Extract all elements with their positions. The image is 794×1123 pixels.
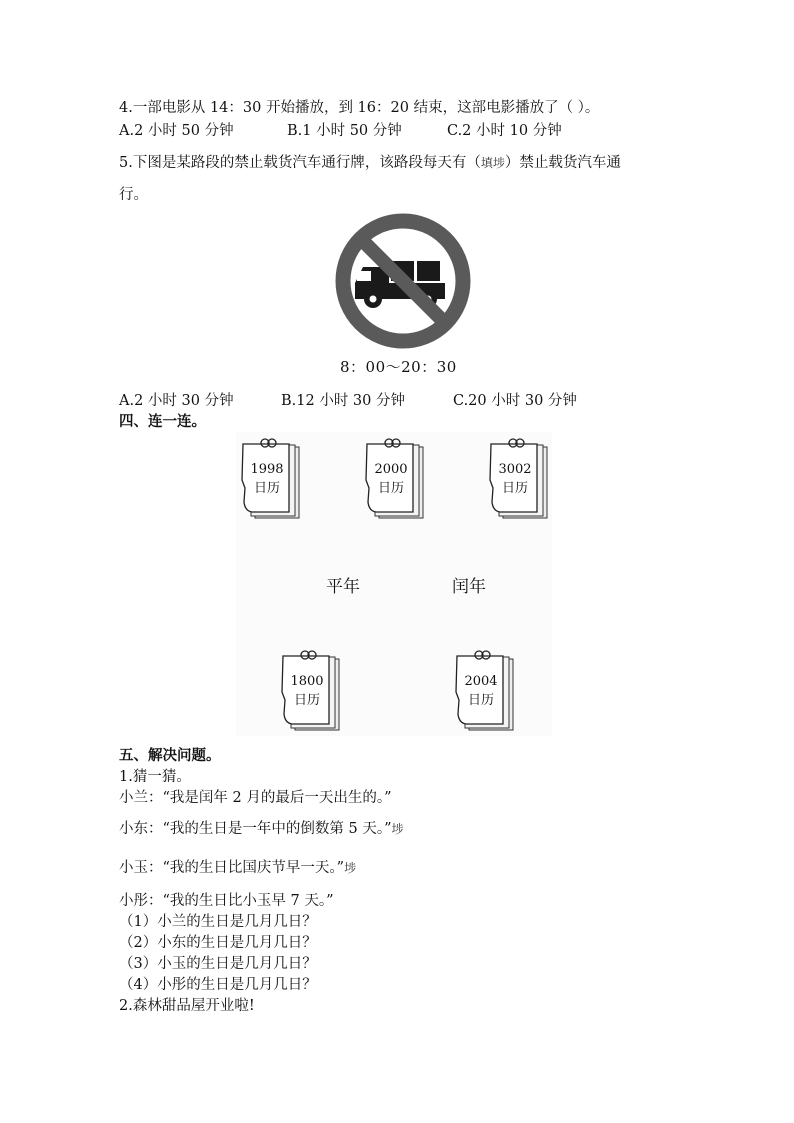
calendar-label: 日历 — [467, 693, 494, 708]
statement-mark: 埗 — [391, 822, 404, 836]
statement-text: 小玉：“我的生日比国庆节早一天。” — [119, 860, 345, 876]
no-trucks-sign — [333, 211, 473, 351]
question-2: （2）小东的生日是几月几日？ — [119, 935, 317, 951]
calendar-label: 日历 — [501, 481, 528, 496]
calendar-label: 日历 — [377, 481, 404, 496]
statement-xiaotong — [119, 889, 334, 910]
q5-text-line2: 行。 — [119, 187, 148, 203]
question-1: （1）小兰的生日是几月几日？ — [119, 914, 317, 930]
p2-title: 2.森林甜品屋开业啦! — [119, 998, 255, 1014]
no-trucks-sign-icon — [333, 211, 473, 351]
q5-text-start: 5.下图是某路段的禁止载货汽车通行牌，该路段每天有（ — [119, 155, 481, 171]
question-4: （4）小彤的生日是几月几日？ — [119, 977, 317, 993]
question-3: （3）小玉的生日是几月几日？ — [119, 956, 317, 972]
section5-heading: 五、解决问题。 — [119, 747, 221, 764]
calendar-label: 日历 — [293, 693, 320, 708]
leap-year-label: 闰年 — [452, 577, 486, 597]
q5-option-a: A.2 小时 30 分钟 — [119, 393, 234, 409]
q5-option-b: B.12 小时 30 分钟 — [281, 393, 405, 409]
calendar-2004 — [452, 650, 516, 734]
q5-text-end: ）禁止载货汽车通 — [504, 155, 621, 171]
calendar-label: 日历 — [253, 481, 280, 496]
calendar-1800 — [278, 650, 342, 734]
q4-option-c: C.2 小时 10 分钟 — [447, 123, 562, 139]
calendar-year: 2004 — [464, 674, 498, 689]
p1-title: 1.猜一猜。 — [119, 769, 191, 785]
common-year-label: 平年 — [326, 577, 360, 597]
q5-text-line1 — [119, 151, 621, 172]
statement-mark: 埗 — [344, 861, 357, 875]
calendar-year: 1800 — [290, 674, 324, 689]
statement-text: 小兰：“我是闰年 2 月的最后一天出生的。” — [119, 790, 392, 806]
q4-text: 4.一部电影从 14：30 开始播放，到 16：20 结束，这部电影播放了（ ）。 — [119, 100, 600, 116]
calendar-year: 2000 — [374, 462, 408, 477]
calendar-2000 — [362, 438, 426, 522]
calendar-year: 3002 — [498, 462, 532, 477]
q5-option-c: C.20 小时 30 分钟 — [453, 393, 577, 409]
statement-xiaolan — [119, 786, 392, 807]
calendar-year: 1998 — [250, 462, 284, 477]
q4-option-b: B.1 小时 50 分钟 — [287, 123, 402, 139]
statement-text: 小东：“我的生日是一年中的倒数第 5 天。” — [119, 821, 392, 837]
calendar-3002 — [486, 438, 550, 522]
sign-caption: 8：00～20：30 — [340, 358, 457, 376]
statement-xiaoyu — [119, 856, 356, 877]
q4-option-a: A.2 小时 50 分钟 — [119, 123, 234, 139]
calendar-1998 — [238, 438, 302, 522]
statement-xiaodong — [119, 817, 404, 838]
section4-heading: 四、连一连。 — [119, 413, 206, 430]
calendar-matching-panel — [236, 432, 552, 736]
q5-fill-mark: 填埗 — [480, 156, 505, 170]
statement-text: 小彤：“我的生日比小玉早 7 天。” — [119, 893, 334, 909]
